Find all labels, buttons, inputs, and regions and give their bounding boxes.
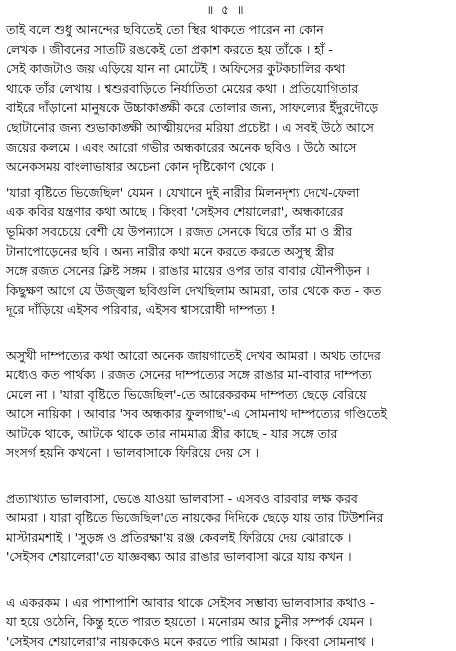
text-line: ভূমিকা সবচেয়ে বেশী যে উপন্যাসে । রজত সেনকে ঘিরে তাঁর মা ও স্ত্রীর — [6, 223, 353, 239]
text-line: মেলে না । 'যারা বৃষ্টিতে ভিজেছিল'-তে আরেকরকম দাম্পত্য ছেড়ে বেরিয়ে — [6, 386, 367, 402]
text-line: যা হয়ে ওঠেনি, কিন্তু হতে পারত হয়তো । মনোরম আর চুনীর সম্পর্ক যেমন । — [6, 614, 373, 630]
text-line: অনেকসময় বাংলাভাষার অচেনা কোন দৃষ্টিকোণ থেকে । — [6, 159, 274, 175]
text-line: টানাপোড়েনের ছবি । অন্য নারীর কথা মনে করতে করতে অসুস্থ স্ত্রীর — [6, 243, 335, 259]
text-line: লেখক । জীবনের সাতটি রঙকেই তো প্রকাশ করতে হয় তাঁকে । হাঁ - — [6, 41, 333, 57]
text-line: জয়ের কলমে । এবং আরো গভীর অন্ধকারের অনেক ছবিও । উঠে আসে — [6, 139, 357, 155]
text-line: মাস্টারমশাই । 'সুড়ঙ্গ ও প্রতিরক্ষা'য় রঞ্জ কেবলই ফিরিয়ে দেয় ঝোরাকে । — [6, 529, 352, 545]
text-line: প্রত্যাখ্যাত ভালবাসা, ভেঙে যাওয়া ভালবাসা - এসবও বারবার লক্ষ করব — [6, 490, 358, 506]
paragraph-5 — [6, 593, 446, 651]
paragraph-4 — [6, 489, 446, 587]
text-line — [6, 567, 446, 587]
text-line: ছোটানোর জন্য শুভাকাঙ্ক্ষী আত্মীয়দের মরিয়া প্রচেষ্টা । এ সবই উঠে আসে — [6, 119, 374, 135]
text-line: আটকে থাকে, আটকে থাকে তার নামমাত্র স্ত্রীর কাছে - যার সঙ্গে তার — [6, 425, 338, 441]
page-number: ॥ ৫ ॥ — [206, 3, 246, 17]
paragraph-2 — [6, 183, 446, 340]
paragraph-3 — [6, 346, 446, 483]
text-line: 'সেইসব শেয়ালেরা'তে যাজ্ঞবল্ক্য আর রাঙার ভালবাসা ঝরে যায় কখন । — [6, 549, 352, 565]
text-line: এক কবির যন্ত্রণার কথা আছে । কিংবা 'সেইসব শেয়ালেরা', অন্ধকারের — [6, 204, 344, 220]
text-line: বাইরে দাঁড়ানো মানুষকে উচ্চাকাঙ্ক্ষী করে তোলার জন্য, সাফল্যের ইঁদুরদৌড়ে — [6, 100, 379, 116]
text-line: সেই কাজটাও জয় এড়িয়ে যান না মোটেই । অফিসের কুটকচালির কথা — [6, 61, 346, 77]
text-line: সঙ্গে রজত সেনের ক্লিষ্ট সঙ্গম । রাঙার মায়ের ওপর তার বাবার যৌনপীড়ন । — [6, 263, 370, 279]
text-line — [6, 463, 446, 483]
text-line: অসুখী দাম্পত্যের কথা আরো অনেক জায়গাতেই দেখব আমরা । অথচ তাদের — [6, 347, 381, 363]
text-line: 'যারা বৃষ্টিতে ভিজেছিল' যেমন । যেখানে দুই নারীর মিলনদৃশ্য দেখে-ফেলা — [6, 184, 360, 200]
text-line: মধ্যেও কত পার্থক্য । রজত সেনের দাম্পত্যের সঙ্গে রাঙার মা-বাবার দাম্পত্য — [6, 367, 372, 383]
text-line: থাকে তাঁর লেখায় । শ্বশুরবাড়িতে নির্যাতিতা মেয়ের কথা । প্রতিযোগিতার — [6, 80, 359, 96]
text-line — [6, 320, 446, 340]
text-line: কিছুক্ষণ আগে যে উজ্জ্বল ছবিগুলি দেখছিলাম আমরা, তার থেকে কত - কত — [6, 282, 382, 298]
text-line: দূরে দাঁড়িয়ে এইসব পরিবার, এইসব শ্বাসরোধী দাম্পত্য ! — [6, 302, 276, 318]
text-line: আমরা । যারা বৃষ্টিতে ভিজেছিল'তে নায়কের দিদিকে ছেড়ে যায় তার টিউশনির — [6, 510, 384, 526]
text-line: আসে নায়িকা । আবার 'সব অন্ধকার ফুলগাছ'-এ সোমনাথ দাম্পত্যের গণ্ডিতেই — [6, 406, 388, 422]
text-line: এ একরকম । এর পাশাপাশি আবার থাকে সেইসব সম্ভাব্য ভালবাসার কথাও - — [6, 594, 375, 610]
text-line: 'সেইসব শেয়ালেরা'র নায়ককেও মনে করতে পারি আমরা । কিংবা সোমনাথ । — [6, 633, 375, 649]
text-line: তাই বলে শুধু আনন্দের ছবিতেই তো স্থির থাকতে পারেন না কোন — [6, 22, 324, 37]
paragraph-1 — [6, 20, 446, 177]
text-line: সংসর্গ হয়নি কখনো । ভালবাসাকে ফিরিয়ে দেয় সে । — [6, 445, 259, 461]
